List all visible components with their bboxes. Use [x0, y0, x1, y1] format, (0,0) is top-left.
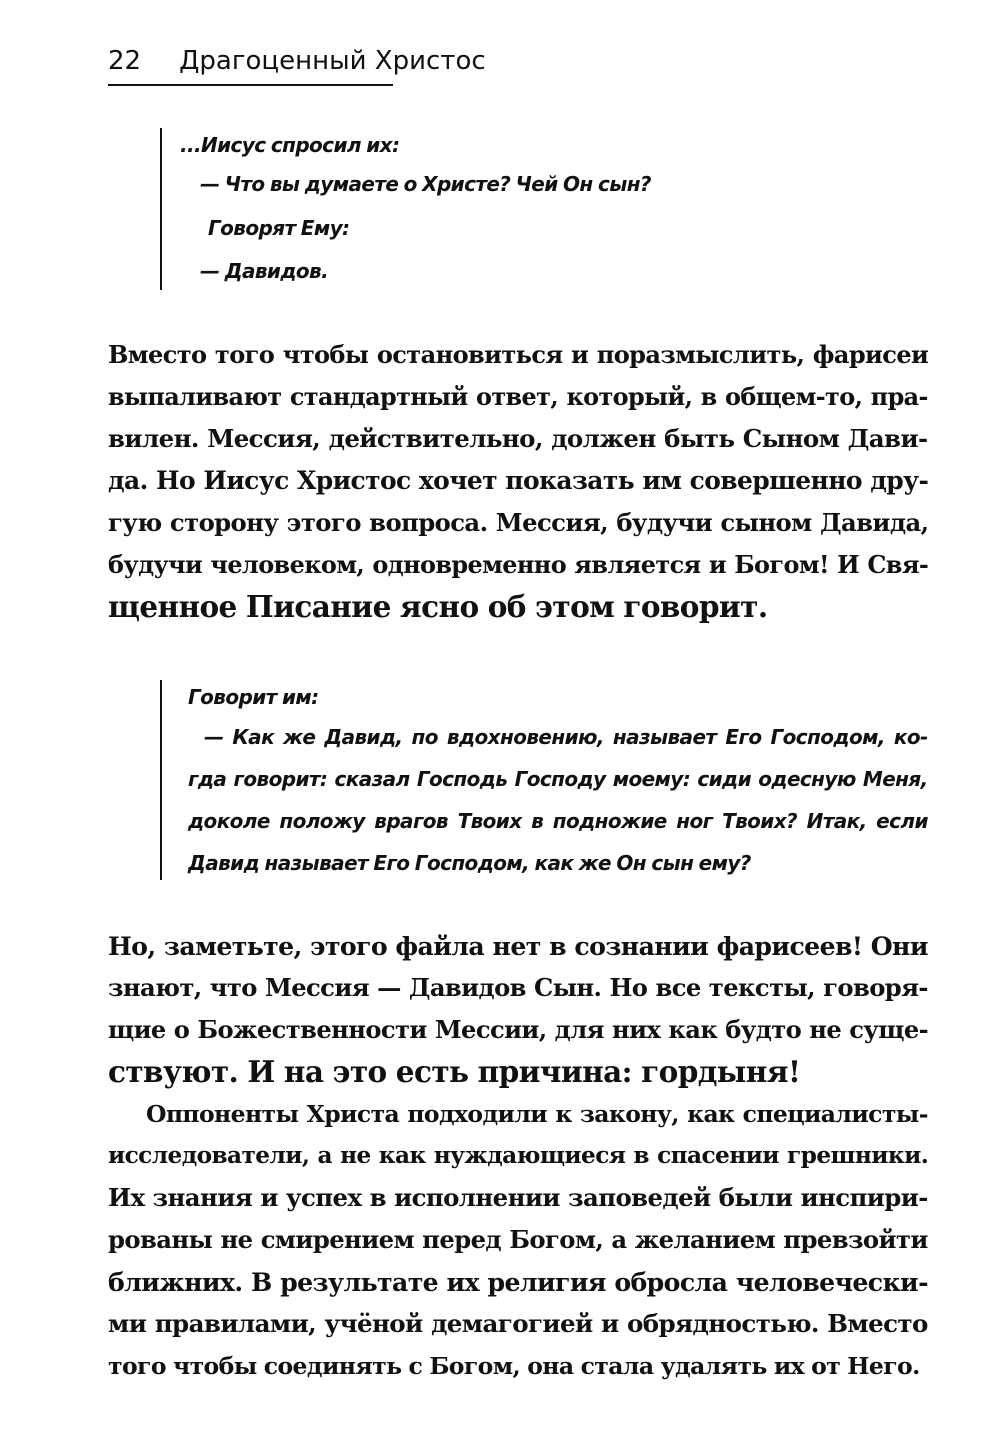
quote-line: — Что вы думаете о Христе? Чей Он сын?: [200, 172, 651, 196]
text-line: Вместо того чтобы остановиться и поразмыслить, фарисеи: [108, 340, 929, 369]
quote-line: доколе положу врагов Твоих в подножие ног Твоих? Итак, если: [188, 809, 928, 833]
text-line: да. Но Иисус Христос хочет показать им совершенно дру-: [108, 466, 929, 495]
text-line: того чтобы соединять с Богом, она стала удалять их от Него.: [108, 1352, 920, 1380]
quote-line: Давид называет Его Господом, как же Он сын ему?: [188, 851, 751, 875]
page-number: 22: [108, 46, 142, 76]
quote-line: Говорят Ему:: [208, 216, 350, 240]
text-line: щенное Писание ясно об этом говорит.: [108, 589, 768, 624]
quote-line: ...Иисус спросил их:: [180, 133, 400, 157]
text-line: ми правилами, учёной демагогией и обрядностью. Вместо: [108, 1309, 928, 1338]
quote-line: Говорит им:: [188, 685, 319, 709]
quote-line: — Давидов.: [200, 259, 329, 283]
header-rule: [108, 84, 393, 86]
text-line: Оппоненты Христа подходили к закону, как специалисты-: [146, 1100, 928, 1128]
book-title: Драгоценный Христос: [179, 46, 486, 76]
text-line: ствуют. И на это есть причина: гордыня!: [108, 1054, 801, 1089]
running-header: [108, 38, 488, 84]
scripture-quote-2: [160, 680, 932, 880]
text-line: гую сторону этого вопроса. Мессия, будучи сыном Давида,: [108, 508, 929, 537]
text-line: Их знания и успех в исполнении заповедей были инспири-: [108, 1183, 928, 1212]
quote-line: — Как же Давид, по вдохновению, называет Его Господом, ко-: [204, 725, 928, 749]
text-line: исследователи, а не как нуждающиеся в спасении грешники.: [108, 1142, 929, 1169]
quote-line: гда говорит: сказал Господь Господу моему: сиди одесную Меня,: [188, 767, 928, 791]
text-line: будучи человеком, одновременно является и Богом! И Свя-: [108, 551, 929, 579]
text-line: выпаливают стандартный ответ, который, в общем-то, пра-: [108, 383, 928, 411]
text-line: рованы не смирением перед Богом, а желанием превзойти: [108, 1225, 928, 1254]
scripture-quote-1: [160, 128, 842, 290]
text-line: знают, что Мессия — Давидов Сын. Но все тексты, говоря-: [108, 973, 928, 1002]
text-line: щие о Божественности Мессии, для них как будто не суще-: [108, 1015, 929, 1044]
text-line: Но, заметьте, этого файла нет в сознании фарисеев! Они: [108, 931, 928, 961]
text-line: ближних. В результате их религия обросла человечески-: [108, 1267, 928, 1297]
text-line: вилен. Мессия, действительно, должен быть Сыном Дави-: [108, 424, 928, 453]
